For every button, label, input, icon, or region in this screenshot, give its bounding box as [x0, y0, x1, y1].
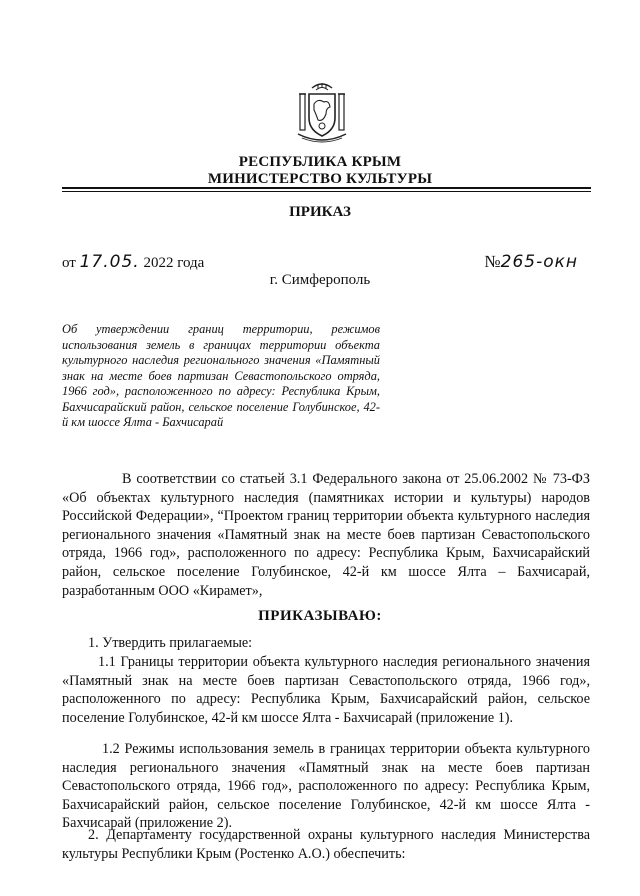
- date-suffix: 2022 года: [143, 255, 205, 271]
- order-date: [62, 252, 204, 272]
- header-divider: [62, 187, 591, 189]
- order-number: [484, 252, 578, 272]
- preamble-paragraph: В соответствии со статьей 3.1 Федерального закона от 25.06.2002 № 73-ФЗ «Об объектах культурного наследия (памятниках истории и культуры) народов Российской Федерации», “Проектом границ территории объекта культурного наследия регионального значения «Памятный знак на месте боев партизан Севастопольского отряда, 1966 год», расположенного по адресу: Республика Крым, Бахчисарайский район, сельское поселение Голубинское, 42-й км шоссе Ялта – Бахчисарай, разработанным ООО «Кирамет»,: [62, 471, 590, 599]
- item-1: 1. Утвердить прилагаемые:: [88, 635, 253, 651]
- number-handwritten: 265-окн: [500, 252, 578, 272]
- item-1-1: 1.1 Границы территории объекта культурного наследия регионального значения «Памятный знак на месте боев партизан Севастопольского отряда, 1966 год», расположенного по адресу: Республика Крым, Бахчисарайский район, сельское поселение Голубинское, 42-й км шоссе Ялта - Бахчисарай (приложение 1).: [62, 654, 590, 726]
- order-word: ПРИКАЗЫВАЮ:: [258, 608, 382, 624]
- ministry-title: МИНИСТЕРСТВО КУЛЬТУРЫ: [207, 171, 433, 187]
- date-handwritten: 17.05.: [79, 252, 140, 272]
- city: г. Симферополь: [269, 272, 371, 288]
- item-2: 2. Департаменту государственной охраны культурного наследия Министерства культуры Республики Крым (Ростенко А.О.) обеспечить:: [62, 827, 590, 862]
- republic-title: РЕСПУБЛИКА КРЫМ: [238, 154, 402, 170]
- document-type: ПРИКАЗ: [289, 204, 351, 220]
- date-prefix: от: [62, 255, 76, 271]
- order-subject: Об утверждении границ территории, режимов использования земель в границах территории объекта культурного наследия регионального значения «Памятный знак на месте боев партизан Севастопольского отряда, 1966 год», расположенного по адресу: Республика Крым, Бахчисарайский район, сельское поселение Голубинское, 42-й км шоссе Ялта - Бахчисарай: [62, 322, 380, 429]
- header-divider-thin: [62, 191, 591, 192]
- item-1-2: 1.2 Режимы использования земель в границах территории объекта культурного наследия регионального значения «Памятный знак на месте боев партизан Севастопольского отряда, 1966 год», расположенного по адресу: Республика Крым, Бахчисарайский район, сельское поселение Голубинское, 42-й км шоссе Ялта - Бахчисарай (приложение 2).: [62, 741, 590, 832]
- crimea-coat-of-arms-icon: [296, 80, 348, 144]
- number-sign: №: [484, 252, 501, 271]
